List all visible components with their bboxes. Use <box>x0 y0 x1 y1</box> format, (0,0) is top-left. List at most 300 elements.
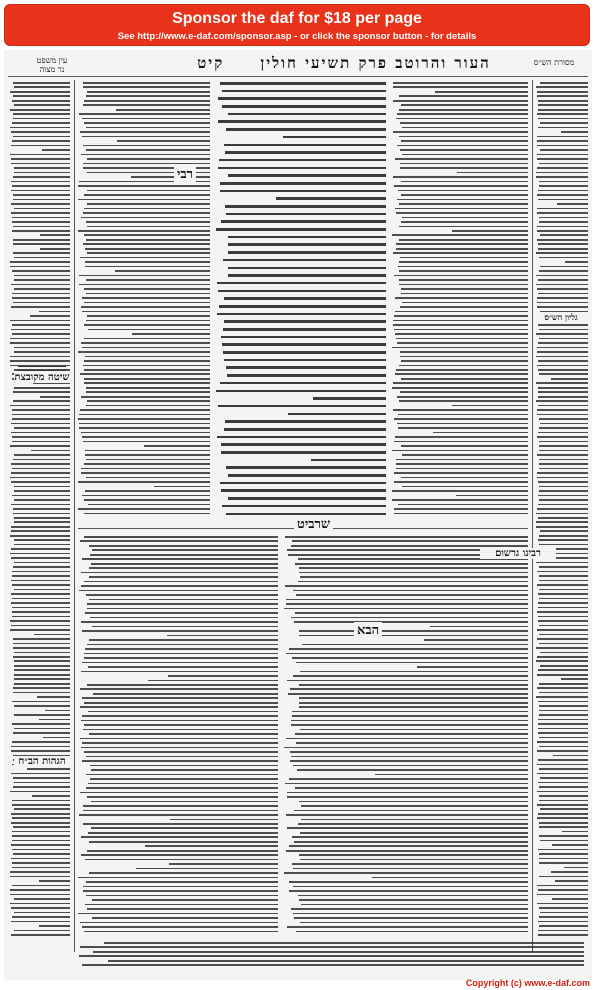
text-line <box>84 382 210 384</box>
text-line <box>299 801 528 803</box>
text-line <box>557 203 588 205</box>
text-line <box>85 248 210 250</box>
text-line <box>538 391 588 393</box>
text-line <box>283 136 386 139</box>
text-line <box>286 603 528 605</box>
text-line <box>14 665 70 667</box>
running-title <box>144 54 544 73</box>
text-line <box>538 616 588 618</box>
text-line <box>78 230 210 232</box>
text-line <box>394 472 528 474</box>
text-line <box>83 890 278 892</box>
text-line <box>300 859 528 861</box>
text-line <box>537 167 588 169</box>
text-line <box>10 445 70 447</box>
text-line <box>11 526 70 528</box>
text-line <box>13 853 70 855</box>
text-line <box>82 760 278 762</box>
text-line <box>536 660 588 662</box>
text-line <box>78 481 210 483</box>
text-line <box>10 356 70 358</box>
text-line <box>226 213 386 216</box>
text-line <box>221 443 386 446</box>
text-line <box>11 593 70 595</box>
text-line <box>401 140 528 142</box>
text-line <box>13 732 70 734</box>
text-line <box>45 710 70 712</box>
rashi-lower-column <box>284 536 528 940</box>
text-line <box>398 266 528 268</box>
text-line <box>299 854 528 856</box>
text-line <box>540 149 588 151</box>
text-line <box>224 428 386 431</box>
text-line <box>11 504 70 506</box>
text-line <box>14 521 70 523</box>
text-line <box>294 917 528 919</box>
text-line <box>81 306 210 308</box>
text-line <box>218 120 386 123</box>
text-line <box>88 832 278 834</box>
text-line <box>539 710 588 712</box>
text-line <box>288 413 386 416</box>
text-line <box>553 755 588 757</box>
text-line <box>539 589 588 591</box>
text-line <box>294 810 528 812</box>
text-line <box>14 705 70 707</box>
text-line <box>82 495 210 497</box>
text-line <box>11 625 70 627</box>
text-line <box>84 208 210 210</box>
text-line <box>10 261 70 263</box>
text-line <box>78 199 210 201</box>
text-line <box>539 634 588 636</box>
text-line <box>291 545 528 547</box>
shita-mekubetzet-label: שיטה מקובצת <box>14 372 70 383</box>
text-line <box>539 858 588 860</box>
text-line <box>91 827 278 829</box>
text-line <box>83 823 278 825</box>
text-line <box>84 234 210 236</box>
text-line <box>393 320 528 322</box>
text-line <box>132 333 210 335</box>
text-line <box>14 454 70 456</box>
text-line <box>93 693 278 695</box>
text-line <box>10 127 70 129</box>
text-line <box>92 626 278 628</box>
text-line <box>224 320 386 323</box>
text-line <box>80 688 278 690</box>
text-line <box>86 594 278 596</box>
text-line <box>396 118 528 120</box>
text-line <box>10 91 70 93</box>
text-line <box>286 599 528 601</box>
text-line <box>289 778 528 780</box>
text-line <box>540 234 588 236</box>
text-line <box>81 621 278 623</box>
text-line <box>538 593 588 595</box>
text-line <box>291 756 528 758</box>
text-line <box>10 477 70 479</box>
text-line <box>86 320 210 322</box>
text-line <box>397 113 528 115</box>
ein-mishpat-column <box>10 82 70 942</box>
text-line <box>402 454 528 456</box>
text-line <box>399 136 528 138</box>
text-line <box>10 791 70 793</box>
text-line <box>537 409 588 411</box>
text-line <box>399 239 528 241</box>
text-line <box>392 347 528 349</box>
text-line <box>14 517 70 519</box>
text-line <box>228 497 386 500</box>
text-line <box>539 217 588 219</box>
text-line <box>394 418 528 420</box>
text-line <box>12 701 70 703</box>
text-line <box>539 907 588 909</box>
text-line <box>81 396 210 398</box>
text-line <box>81 572 278 574</box>
text-line <box>394 481 528 483</box>
text-line <box>12 723 70 725</box>
text-line <box>538 930 588 932</box>
sponsor-banner[interactable] <box>4 4 590 46</box>
text-line <box>83 441 210 443</box>
text-line <box>82 697 278 699</box>
text-line <box>537 894 588 896</box>
text-line <box>80 373 210 375</box>
text-line <box>86 881 278 883</box>
text-line <box>226 513 386 516</box>
text-line <box>14 275 70 277</box>
text-line <box>228 243 386 246</box>
text-line <box>78 877 278 879</box>
text-line <box>538 481 588 483</box>
text-line <box>293 765 528 767</box>
text-line <box>14 347 70 349</box>
text-line <box>219 305 386 308</box>
text-line <box>81 468 210 470</box>
text-line <box>537 817 588 819</box>
text-line <box>537 629 588 631</box>
margin-rule-right <box>532 80 533 952</box>
text-line <box>284 872 528 874</box>
text-line <box>292 657 528 659</box>
text-line <box>538 620 588 622</box>
text-line <box>400 351 528 353</box>
text-line <box>399 365 528 367</box>
text-line <box>538 342 588 344</box>
text-line <box>81 342 210 344</box>
sponsor-banner-subtitle[interactable]: See http://www.e-daf.com/sponsor.asp - or click the sponsor button - for details <box>117 31 477 42</box>
text-line <box>80 706 278 708</box>
text-line <box>552 844 588 846</box>
text-line <box>84 931 278 933</box>
text-line <box>83 104 210 106</box>
sponsor-banner-title[interactable]: Sponsor the daf for $18 per page <box>172 10 422 27</box>
text-line <box>537 804 588 806</box>
text-line <box>396 338 528 340</box>
text-line <box>14 167 70 169</box>
text-line <box>402 217 528 219</box>
text-line <box>537 208 588 210</box>
text-line <box>394 508 528 510</box>
text-line <box>290 760 528 762</box>
text-line <box>14 499 70 501</box>
text-line <box>12 468 70 470</box>
text-line <box>79 113 210 115</box>
bottom-notes <box>78 942 584 972</box>
text-line <box>538 504 588 506</box>
text-line <box>87 158 210 160</box>
text-line <box>12 409 70 411</box>
text-line <box>538 517 588 519</box>
text-line <box>539 445 588 447</box>
text-line <box>226 366 386 369</box>
text-line <box>539 270 588 272</box>
text-line <box>14 652 70 654</box>
text-line <box>538 813 588 815</box>
text-line <box>538 243 588 245</box>
text-line <box>14 172 70 174</box>
text-line <box>228 174 386 177</box>
text-line <box>14 782 70 784</box>
text-line <box>86 774 278 776</box>
text-line <box>88 504 210 506</box>
text-line <box>79 423 210 425</box>
text-line <box>400 391 528 393</box>
text-line <box>11 750 70 752</box>
text-line <box>12 441 70 443</box>
text-line <box>11 844 70 846</box>
text-line <box>92 899 278 901</box>
text-line <box>13 302 70 304</box>
text-line <box>84 724 278 726</box>
text-line <box>217 282 386 285</box>
text-line <box>13 118 70 120</box>
text-line <box>11 181 70 183</box>
text-line <box>12 916 70 918</box>
text-line <box>537 347 588 349</box>
text-line <box>394 315 528 317</box>
text-line <box>538 248 588 250</box>
text-line <box>292 540 528 542</box>
text-line <box>79 427 210 429</box>
text-line <box>537 414 588 416</box>
text-line <box>10 266 70 268</box>
text-line <box>14 544 70 546</box>
text-line <box>401 288 528 290</box>
text-line <box>82 347 210 349</box>
text-line <box>87 203 210 205</box>
text-line <box>12 495 70 497</box>
text-line <box>536 252 588 254</box>
text-line <box>79 955 584 957</box>
text-line <box>85 261 210 263</box>
text-line <box>12 840 70 842</box>
text-line <box>14 678 70 680</box>
text-line <box>457 172 528 174</box>
tosafot-upper-column <box>78 82 210 522</box>
text-line <box>285 783 528 785</box>
text-line <box>221 336 386 339</box>
text-line <box>225 420 386 423</box>
text-line <box>540 423 588 425</box>
text-line <box>539 418 588 420</box>
text-line <box>540 652 588 654</box>
text-line <box>13 786 70 788</box>
folio-number: קיט <box>197 54 225 72</box>
text-line <box>539 692 588 694</box>
text-line <box>136 868 278 870</box>
text-line <box>78 508 210 510</box>
text-line <box>80 792 278 794</box>
text-line <box>539 373 588 375</box>
text-line <box>12 584 70 586</box>
text-line <box>537 791 588 793</box>
text-line <box>539 441 588 443</box>
text-line <box>80 738 278 740</box>
text-line <box>10 903 70 905</box>
text-line <box>88 329 210 331</box>
text-line <box>91 801 278 803</box>
text-line <box>13 95 70 97</box>
text-line <box>400 149 528 151</box>
text-line <box>539 427 588 429</box>
text-line <box>399 95 528 97</box>
masoret-hashas-header: מסורת הש״ס <box>533 58 575 67</box>
text-line <box>395 297 528 299</box>
text-line <box>285 585 528 587</box>
text-line <box>11 858 70 860</box>
text-line <box>10 871 70 873</box>
text-line <box>298 581 528 583</box>
text-line <box>539 221 588 223</box>
text-line <box>13 226 70 228</box>
text-line <box>537 571 588 573</box>
text-line <box>538 293 588 295</box>
text-line <box>291 617 528 619</box>
text-line <box>300 832 528 834</box>
text-line <box>393 382 528 384</box>
text-line <box>400 163 528 165</box>
text-line <box>12 611 70 613</box>
text-line <box>12 835 70 837</box>
text-line <box>86 756 278 758</box>
text-line <box>539 786 588 788</box>
text-line <box>540 808 588 810</box>
text-line <box>13 826 70 828</box>
copyright-link[interactable]: Copyright (c) www.e-daf.com <box>465 978 590 988</box>
text-line <box>537 741 588 743</box>
text-line <box>12 418 70 420</box>
text-line <box>539 490 588 492</box>
text-line <box>287 792 528 794</box>
text-line <box>400 167 528 169</box>
text-line <box>289 890 528 892</box>
text-line <box>299 697 528 699</box>
text-line <box>537 436 588 438</box>
text-line <box>395 333 528 335</box>
text-line <box>539 800 588 802</box>
text-line <box>14 539 70 541</box>
text-line <box>537 656 588 658</box>
text-line <box>85 454 210 456</box>
text-line <box>13 82 70 84</box>
text-line <box>539 746 588 748</box>
text-line <box>12 293 70 295</box>
text-line <box>539 925 588 927</box>
text-line <box>12 333 70 335</box>
text-line <box>84 751 278 753</box>
text-line <box>80 257 210 259</box>
text-line <box>83 243 210 245</box>
text-line <box>14 288 70 290</box>
text-line <box>83 810 278 812</box>
text-line <box>89 872 278 874</box>
text-line <box>11 145 70 147</box>
text-line <box>452 230 528 232</box>
text-line <box>394 329 528 331</box>
text-line <box>87 252 210 254</box>
text-line <box>537 885 588 887</box>
text-line <box>539 459 588 461</box>
text-line <box>154 486 210 488</box>
text-line <box>392 234 528 236</box>
text-line <box>401 181 528 183</box>
text-line <box>14 898 70 900</box>
text-line <box>417 666 528 668</box>
text-line <box>538 719 588 721</box>
text-line <box>11 284 70 286</box>
text-line <box>538 495 588 497</box>
text-line <box>537 136 588 138</box>
text-line <box>87 91 210 93</box>
text-line <box>538 723 588 725</box>
text-line <box>399 400 528 402</box>
text-line <box>12 616 70 618</box>
text-line <box>12 122 70 124</box>
text-line <box>393 252 528 254</box>
text-line <box>84 581 278 583</box>
text-line <box>91 769 278 771</box>
text-line <box>82 558 278 560</box>
running-title-text: העור והרוטב פרק תשיעי חולין <box>260 54 491 72</box>
text-line <box>12 831 70 833</box>
text-line <box>538 732 588 734</box>
text-line <box>90 617 278 619</box>
text-line <box>538 669 588 671</box>
text-line <box>398 414 528 416</box>
text-line <box>538 324 588 326</box>
text-line <box>84 324 210 326</box>
text-line <box>13 391 70 393</box>
text-line <box>82 662 278 664</box>
text-line <box>12 571 70 573</box>
text-line <box>538 109 588 111</box>
text-line <box>400 306 528 308</box>
text-line <box>393 86 528 88</box>
text-line <box>11 203 70 205</box>
text-line <box>291 724 528 726</box>
text-line <box>89 576 278 578</box>
text-line <box>539 257 588 259</box>
text-line <box>552 548 588 550</box>
text-line <box>220 190 386 193</box>
text-line <box>293 913 528 915</box>
text-line <box>537 95 588 97</box>
text-line <box>539 463 588 465</box>
text-line <box>396 468 528 470</box>
